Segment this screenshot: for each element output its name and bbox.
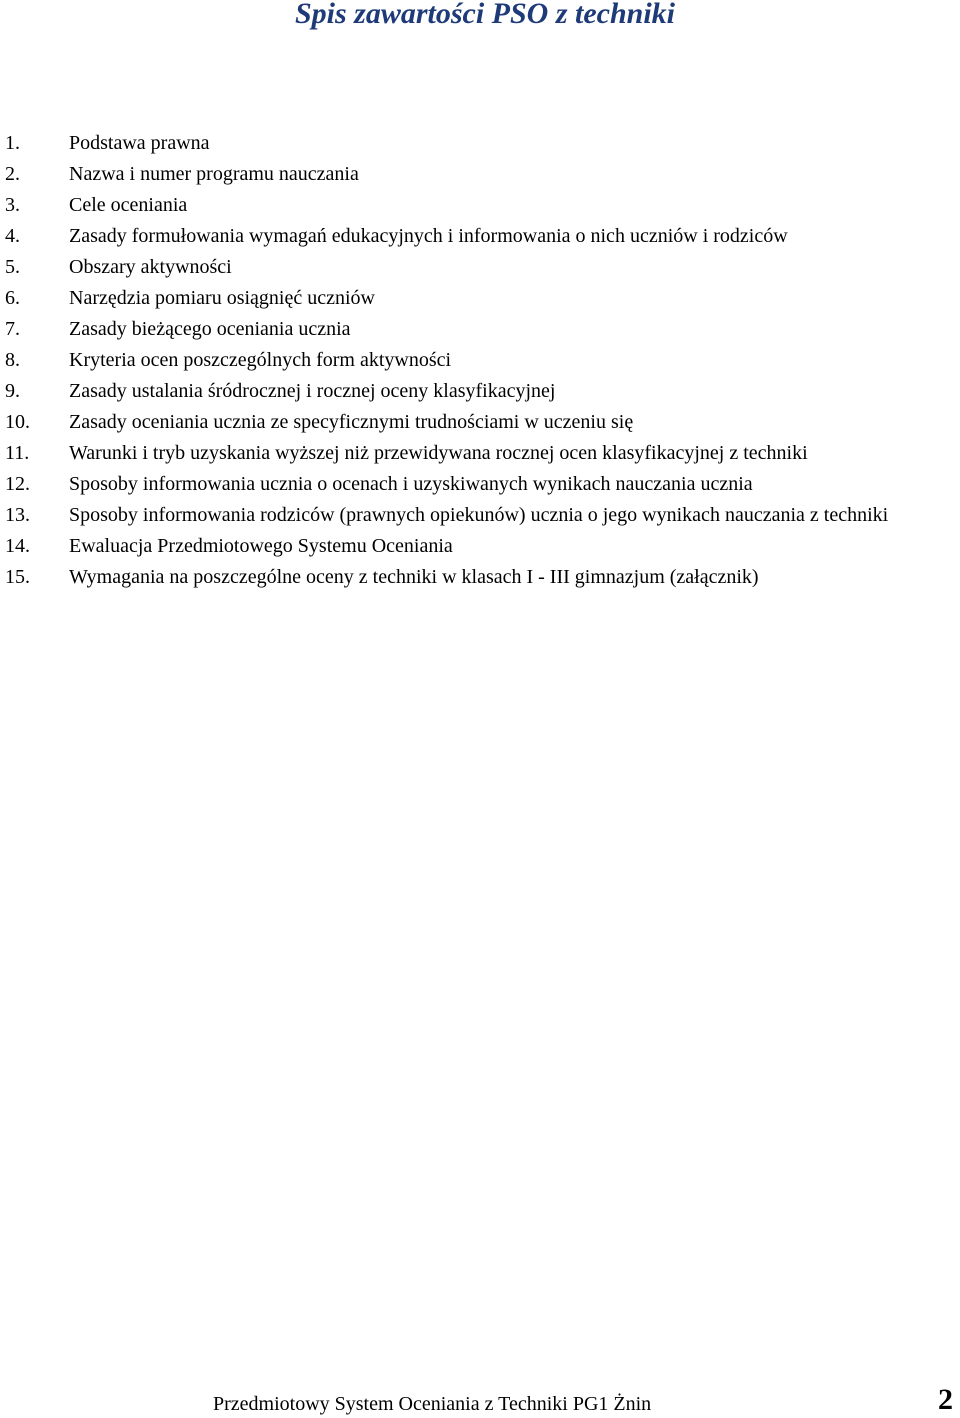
toc-item bbox=[5, 469, 905, 500]
toc-item-number: 3. bbox=[5, 194, 20, 216]
toc-item bbox=[5, 252, 905, 283]
toc-item-text: Zasady ustalania śródrocznej i rocznej oceny klasyfikacyjnej bbox=[69, 380, 556, 402]
toc-item bbox=[5, 407, 905, 438]
page-title: Spis zawartości PSO z techniki bbox=[294, 0, 676, 30]
toc-item-text: Obszary aktywności bbox=[69, 256, 232, 278]
toc-item-text: Ewaluacja Przedmiotowego Systemu Oceniania bbox=[69, 535, 453, 557]
toc-item-number: 6. bbox=[5, 287, 20, 309]
toc-item-text: Sposoby informowania ucznia o ocenach i uzyskiwanych wynikach nauczania ucznia bbox=[69, 473, 753, 495]
toc-item-text: Sposoby informowania rodziców (prawnych opiekunów) ucznia o jego wynikach nauczania z techniki bbox=[69, 504, 889, 526]
toc-item bbox=[5, 283, 905, 314]
toc-item-text: Zasady bieżącego oceniania ucznia bbox=[69, 318, 351, 340]
toc-item-number: 15. bbox=[5, 566, 30, 588]
toc-item-number: 11. bbox=[5, 442, 30, 464]
toc-item bbox=[5, 500, 905, 531]
toc-item bbox=[5, 221, 905, 252]
toc-item-text: Nazwa i numer programu nauczania bbox=[69, 163, 359, 185]
toc-item bbox=[5, 314, 905, 345]
toc-item bbox=[5, 376, 905, 407]
toc-item-number: 5. bbox=[5, 256, 20, 278]
toc-item-number: 2. bbox=[5, 163, 20, 185]
toc-item-number: 4. bbox=[5, 225, 20, 247]
toc-item-number: 13. bbox=[5, 504, 30, 526]
table-of-contents bbox=[5, 128, 905, 593]
toc-item-text: Wymagania na poszczególne oceny z techniki w klasach I - III gimnazjum (załącznik) bbox=[69, 566, 759, 588]
toc-item-number: 7. bbox=[5, 318, 20, 340]
page-footer: Przedmiotowy System Oceniania z Techniki PG1 Żnin bbox=[213, 1393, 652, 1415]
page-number: 2 bbox=[938, 1383, 953, 1416]
toc-item-text: Zasady oceniania ucznia ze specyficznymi trudnościami w uczeniu się bbox=[69, 411, 634, 433]
toc-item-number: 14. bbox=[5, 535, 30, 557]
toc-item-number: 1. bbox=[5, 132, 20, 154]
toc-item-text: Zasady formułowania wymagań edukacyjnych i informowania o nich uczniów i rodziców bbox=[69, 225, 788, 247]
toc-item bbox=[5, 531, 905, 562]
toc-item-number: 12. bbox=[5, 473, 30, 495]
toc-item-number: 8. bbox=[5, 349, 20, 371]
toc-item-text: Warunki i tryb uzyskania wyższej niż przewidywana rocznej ocen klasyfikacyjnej z techniki bbox=[69, 442, 808, 464]
toc-item bbox=[5, 128, 905, 159]
toc-item bbox=[5, 562, 905, 593]
toc-item-text: Kryteria ocen poszczególnych form aktywności bbox=[69, 349, 452, 371]
toc-item bbox=[5, 190, 905, 221]
toc-item bbox=[5, 159, 905, 190]
toc-item-text: Cele oceniania bbox=[69, 194, 188, 216]
toc-item-number: 9. bbox=[5, 380, 20, 402]
toc-item bbox=[5, 438, 905, 469]
toc-item-text: Podstawa prawna bbox=[69, 132, 210, 154]
toc-item bbox=[5, 345, 905, 376]
toc-item-number: 10. bbox=[5, 411, 30, 433]
toc-item-text: Narzędzia pomiaru osiągnięć uczniów bbox=[69, 287, 375, 309]
